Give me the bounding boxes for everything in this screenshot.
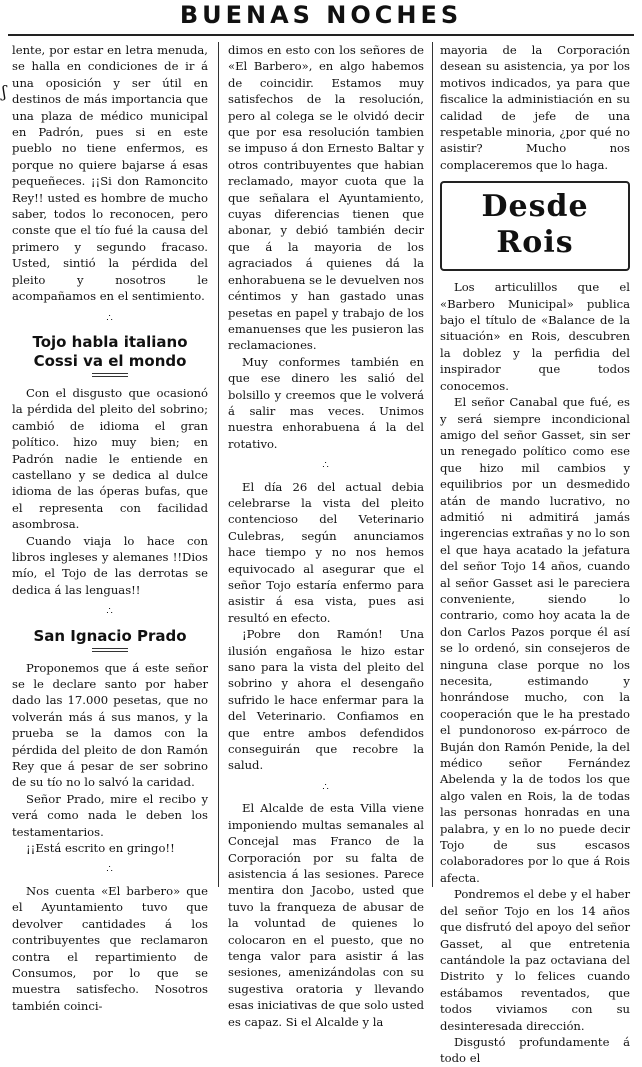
margin-mark: ʃ	[2, 82, 7, 101]
heading-tojo	[12, 333, 208, 371]
paragraph: ¡Pobre don Ramón! Una ilusión engañosa le hizo estar sano para la vista del pleito del sobrino y ahora el desengaño sufrido le hace enfermar para la del Veterinario. Confiamos en que entre ambos defendidos conseguirán que recobre la salud.	[228, 627, 424, 773]
heading-prado: San Ignacio Prado	[33, 626, 187, 645]
section-title: Desde Rois	[481, 189, 589, 261]
paragraph: Pondremos el debe y el haber del señor Tojo en los 14 años que disfrutó del apoyo del señor Gasset, al que entretenia cantándole la paz octaviana del Distrito y lo felices cuando estábamos reventados, que todos viviamos con su desinteresada dirección.	[440, 887, 630, 1033]
paragraph: Muy conformes también en que ese dinero les salió del bolsillo y creemos que le volverá á salir mas veces. Unimos nuestra enhorabuena á la del rotativo.	[228, 354, 424, 451]
paragraph: dimos en esto con los señores de «El Barbero», en algo habemos de coincidir. Estamos muy satisfechos de la resolución, pero al colega se le olvidó decir que por esa resolución tambien se impuso á don Ernesto Baltar y otros contribuyentes que habian reclamado, mayor cuota que la que señalara el Ayuntamiento, cuyas diferencias tienen que abonar, y debió también decir que á la mayoria de los agraciados á quienes dá la enhorabuena se le devuelven nos céntimos y han gastado unas pesetas en papel y trabajo de los emanuenses que les pusieron las reclamaciones.	[228, 43, 424, 353]
paragraph: Nos cuenta «El barbero» que el Ayuntamiento tuvo que devolver cantidades á los contribuyentes que reclamaron contra el repartimiento de Consumos, por lo que se muestra satisfecho. Nosotros también coinci-	[12, 883, 208, 1013]
ornament: ∴	[322, 460, 330, 472]
column-divider	[432, 42, 433, 887]
column-1	[12, 42, 208, 1013]
ornament: ∴	[322, 781, 330, 793]
paragraph: Con el disgusto que ocasionó la pérdida del pleito del sobrino; cambió de idioma el gran político. hizo muy bien; en Padrón nadie le entiende en castellano y se dedica al dulce idioma de las óperas bufas, que el representa con facilidad asombrosa.	[12, 385, 208, 532]
column-3	[440, 42, 630, 1066]
paragraph: Los articulillos que el «Barbero Municipal» publica bajo el título de «Balance de la situación» en Rois, descubren la doblez y la perfidia del inspirador que todos conocemos.	[440, 280, 630, 393]
paragraph: ¡¡Está escrito en gringo!!	[26, 841, 175, 856]
paragraph: El día 26 del actual debia celebrarse la vista del pleito contencioso del Veterinario Culebras, según anunciamos hace tiempo y no nos hemos equivocado al asegurar que el señor Tojo estaría enfermo para asistir á esa vista, pues asi resultó en efecto.	[228, 479, 424, 625]
paragraph: El señor Canabal que fué, es y será siempre incondicional amigo del señor Gasset, sin ser un renegado político como ese que hizo mil cambios y equilibrios por un desmedido atán de mando lucrativo, no admitió ni admitirá jamás ingerencias extrañas y no lo son el que haya acatado la jefatura del señor Tojo 14 años, cuando al señor Gasset asi le pareciera conveniente, siendo lo contrario, como hoy acata la de don Carlos Pazos porque él así se lo ordenó, sin consejeros de ninguna clase porque no los necesita, estimando y honrándose mucho, con la cooperación que le ha prestado el pundonoroso ex-párroco de Buján don Ramón Penide, la del médico señor Fernández Abelenda y la de todos los que algo valen en Rois, la de todas las personas honradas en una palabra, y en lo no puede decir Tojo de sus escasos colaboradores por lo que á Rois afecta.	[440, 395, 630, 885]
paragraph: El Alcalde de esta Villa viene imponiendo multas semanales al Concejal mas Franco de la Corporación por su falta de asistencia á las sesiones. Parece mentira don Jacobo, usted que tuvo la franqueza de abusar de la voluntad de quienes lo colocaron en el puesto, que no tenga valor para asistir á las sesiones, amenizándolas con su sugestiva oratoria y llevando esas iniciativas de que solo usted es capaz. Si el Alcalde y la	[228, 801, 424, 1029]
section-title-box	[440, 181, 630, 271]
column-divider	[218, 42, 219, 887]
masthead	[0, 0, 642, 30]
ornament: ∴	[106, 312, 114, 324]
paragraph: lente, por estar en letra menuda, se halla en condiciones de ir á una oposición y ser útil en destinos de más importancia que una plaza de médico municipal en Padrón, pues si en este pueblo no tiene enfermos, es porque no quiere bajarse á esas pequeñeces. ¡¡Si don Ramoncito Rey!! usted es hombre de mucho saber, todos lo reconocen, pero conste que el tío fué la causa del primero y segundo fracaso. Usted, sintió la pérdida del pleito y nosotros le acompañamos en el sentimiento.	[12, 43, 208, 304]
ornament: ∴	[106, 606, 114, 618]
paragraph: Cuando viaja lo hace con libros ingleses y alemanes !!Dios mío, el Tojo de las derrotas se dedica á las lenguas!!	[12, 533, 208, 597]
masthead-title: BUENAS NOCHES	[179, 1, 463, 29]
ornament: ∴	[106, 864, 114, 876]
paragraph: Proponemos que á este señor se le declare santo por haber dado las 17.000 pesetas, que no volverán más á sus manos, y la prueba se la damos con la pérdida del pleito de don Ramón Rey que á pesar de ser sobrino de su tío no lo salvó la caridad.	[12, 660, 208, 790]
paragraph: Disgustó profundamente á todo el	[440, 1034, 630, 1066]
double-rule	[92, 648, 128, 652]
double-rule	[92, 373, 128, 377]
paragraph: mayoria de la Corporación desean su asistencia, ya por los motivos indicados, ya para que fiscalice la administiación en su calidad de jefe de una respetable minoria, ¿por qué no asistir? Mucho nos complaceremos que lo haga.	[440, 43, 630, 172]
column-2	[228, 42, 424, 1029]
paragraph: Señor Prado, mire el recibo y verá como nada le deben los testamentarios.	[12, 791, 208, 839]
heading-line: Cossi va el mondo	[33, 351, 187, 370]
heading-line: Tojo habla italiano	[32, 332, 188, 351]
masthead-rule	[8, 34, 634, 36]
